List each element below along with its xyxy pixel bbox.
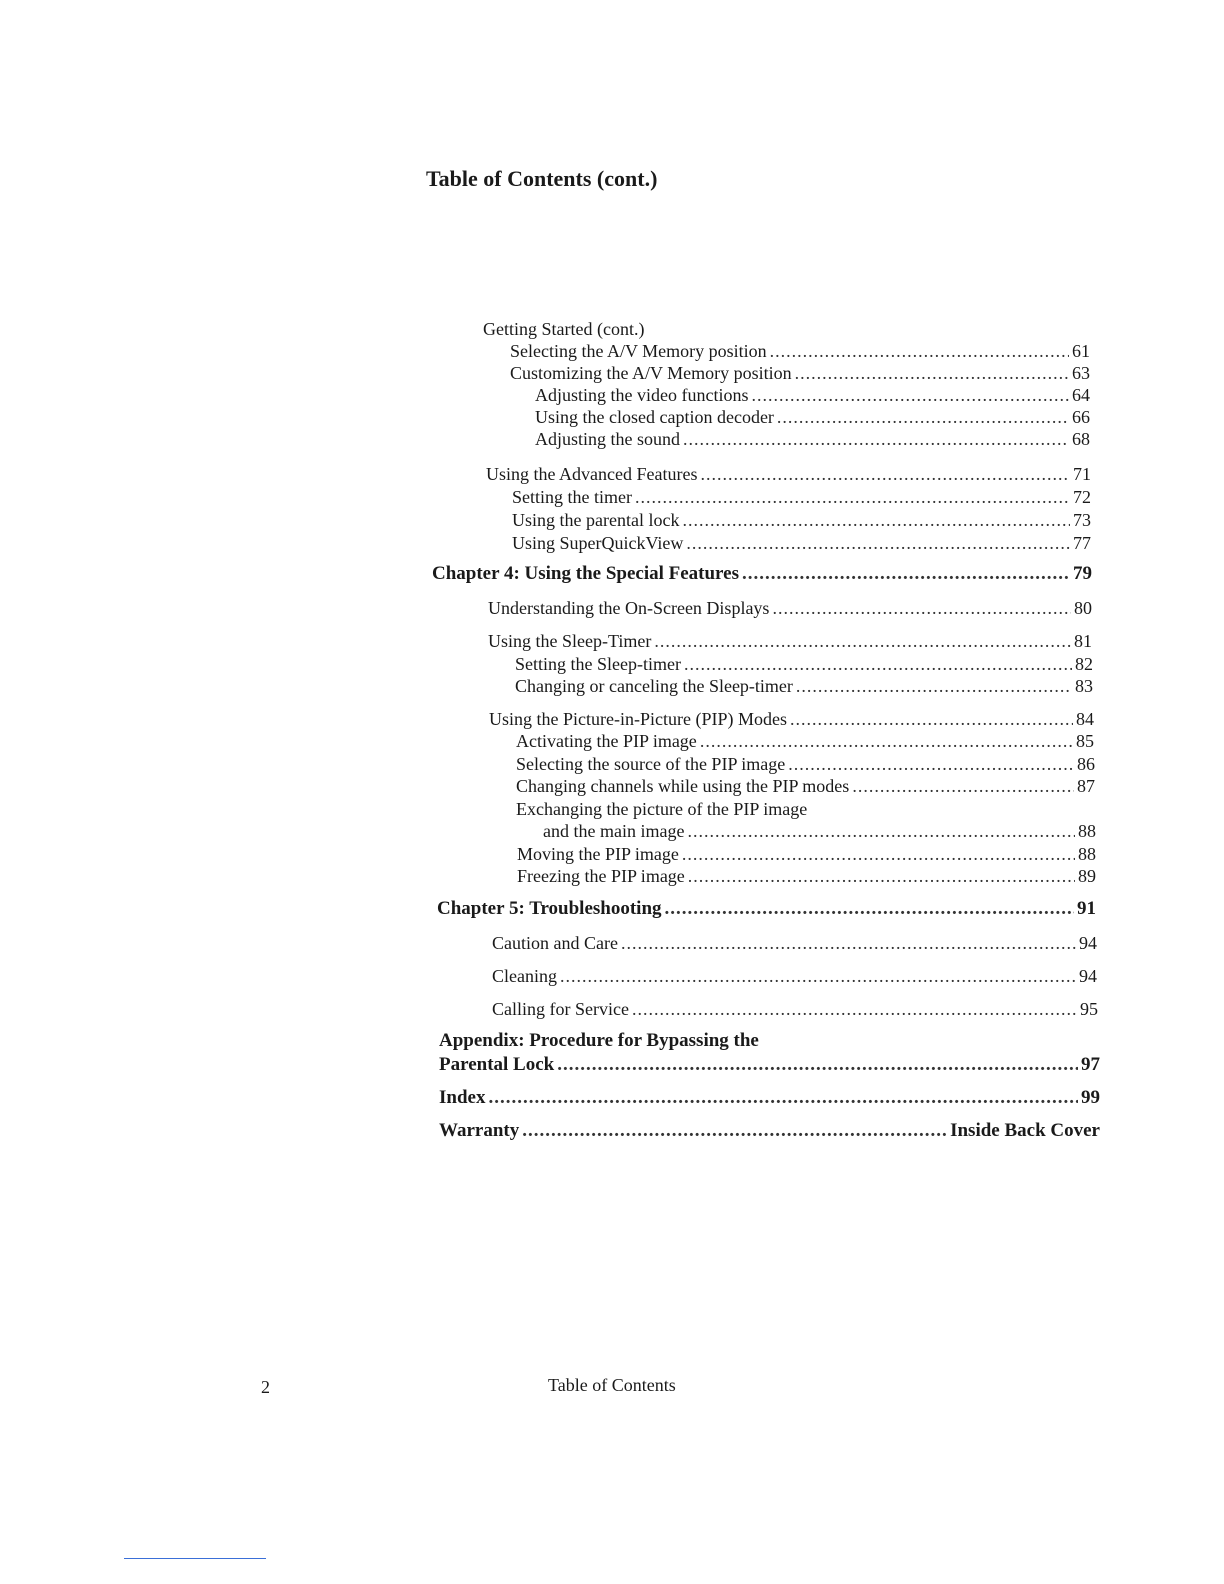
leader-dots [488, 1087, 1078, 1109]
leader-dots [522, 1120, 947, 1142]
scan-artifact-line [124, 1558, 266, 1559]
footer-section-title: Table of Contents [548, 1375, 676, 1395]
leader-dots [852, 775, 1074, 797]
toc-chapter-entry[interactable]: Chapter 5: Troubleshooting ..... 91 [437, 898, 1096, 920]
toc-chapter-entry[interactable]: Index ..... 99 [439, 1087, 1100, 1109]
toc-entry[interactable]: Calling for Service ..... 95 [492, 998, 1098, 1020]
leader-dots [682, 843, 1075, 865]
leader-dots [795, 362, 1069, 384]
toc-entry[interactable]: Setting the Sleep-timer ..... 82 [515, 653, 1093, 675]
leader-dots [621, 932, 1076, 954]
toc-entry[interactable]: Adjusting the sound ..... 68 [535, 428, 1090, 450]
leader-dots [682, 509, 1070, 531]
leader-dots [751, 384, 1069, 406]
toc-entry[interactable]: Cleaning ..... 94 [492, 965, 1097, 987]
toc-entry[interactable]: and the main image ..... 88 [543, 820, 1096, 842]
toc-chapter-entry[interactable]: Warranty ..... Inside Back Cover [439, 1120, 1100, 1142]
toc-entry[interactable]: Changing or canceling the Sleep-timer ..... 83 [515, 675, 1093, 697]
toc-entry[interactable]: Using the Advanced Features ..... 71 [486, 463, 1091, 485]
toc-entry[interactable]: Using the Sleep-Timer ..... 81 [488, 630, 1092, 652]
toc-entry[interactable]: Using the closed caption decoder ..... 66 [535, 406, 1090, 428]
leader-dots [700, 463, 1070, 485]
leader-dots [777, 406, 1069, 428]
leader-dots [654, 630, 1071, 652]
leader-dots [665, 898, 1074, 920]
toc-entry[interactable]: Selecting the source of the PIP image ..... 86 [516, 753, 1095, 775]
leader-dots [742, 563, 1070, 585]
toc-entry[interactable]: Understanding the On-Screen Displays ..... 80 [488, 597, 1092, 619]
leader-dots [560, 965, 1076, 987]
toc-entry[interactable]: Using the parental lock ..... 73 [512, 509, 1091, 531]
toc-entry[interactable]: Using the Picture-in-Picture (PIP) Modes ..... 84 [489, 708, 1094, 730]
leader-dots [770, 340, 1069, 362]
leader-dots [557, 1054, 1078, 1076]
leader-dots [788, 753, 1074, 775]
leader-dots [772, 597, 1071, 619]
toc-entry[interactable]: Setting the timer ..... 72 [512, 486, 1091, 508]
leader-dots [790, 708, 1073, 730]
leader-dots [684, 653, 1072, 675]
leader-dots [632, 998, 1077, 1020]
leader-dots [700, 730, 1073, 752]
toc-entry[interactable]: Adjusting the video functions ..... 64 [535, 384, 1090, 406]
toc-entry[interactable]: Customizing the A/V Memory position ..... 63 [510, 362, 1090, 384]
leader-dots [635, 486, 1070, 508]
page-number: 2 [261, 1377, 270, 1397]
leader-dots [796, 675, 1072, 697]
toc-chapter-entry[interactable]: Parental Lock ..... 97 [439, 1054, 1100, 1076]
toc-section-heading: Getting Started (cont.) [483, 319, 645, 339]
page-title: Table of Contents (cont.) [426, 166, 658, 191]
toc-entry[interactable]: Changing channels while using the PIP modes ..... 87 [516, 775, 1095, 797]
leader-dots [687, 820, 1075, 842]
toc-entry[interactable]: Selecting the A/V Memory position ..... 61 [510, 340, 1090, 362]
leader-dots [688, 865, 1075, 887]
toc-appendix-line: Appendix: Procedure for Bypassing the [439, 1030, 759, 1051]
toc-entry[interactable]: Activating the PIP image ..... 85 [516, 730, 1094, 752]
toc-entry-line: Exchanging the picture of the PIP image [516, 799, 808, 819]
toc-entry[interactable]: Using SuperQuickView ..... 77 [512, 532, 1091, 554]
toc-chapter-entry[interactable]: Chapter 4: Using the Special Features ..... 79 [432, 563, 1092, 585]
leader-dots [686, 532, 1070, 554]
leader-dots [683, 428, 1069, 450]
toc-entry[interactable]: Moving the PIP image ..... 88 [517, 843, 1096, 865]
toc-entry[interactable]: Caution and Care ..... 94 [492, 932, 1097, 954]
toc-entry[interactable]: Freezing the PIP image ..... 89 [517, 865, 1096, 887]
